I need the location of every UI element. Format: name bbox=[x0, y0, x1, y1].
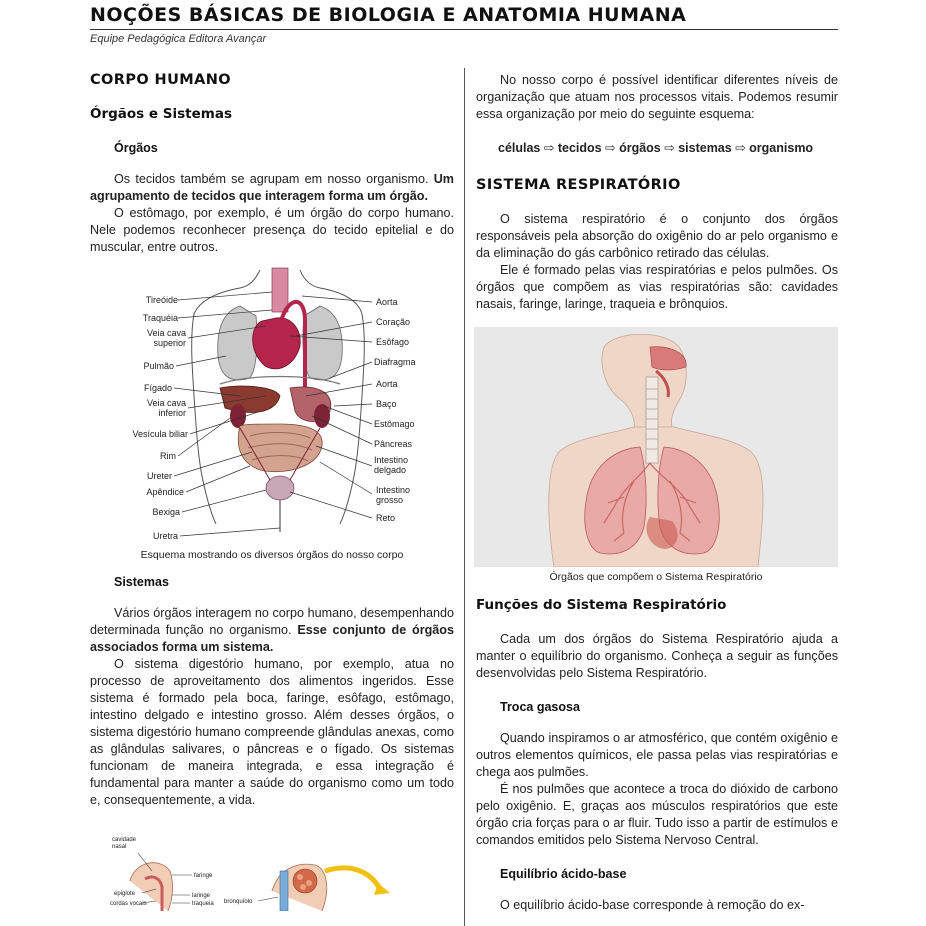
column-divider bbox=[464, 68, 465, 926]
label-ureter: Ureter bbox=[146, 471, 172, 481]
paragraph-tecidos-bold: Um agrupamento de tecidos que interagem forma um órgão. bbox=[90, 172, 454, 203]
heading-equilibrio-acido-base: Equilíbrio ácido-base bbox=[500, 867, 627, 881]
label-bexiga: Bexiga bbox=[152, 507, 180, 517]
label-veia-cava-superior: Veia cava superior bbox=[146, 328, 186, 348]
right-column bbox=[476, 72, 838, 914]
paragraph-estomago: O estômago, por exemplo, é um órgão do corpo humano. Nele podemos reconhecer presença do tecido epitelial e do muscular, entre outros. bbox=[90, 206, 454, 254]
subsection-title-orgaos-sistemas: Órgãos e Sistemas bbox=[90, 106, 232, 122]
figure-caption-organs: Esquema mostrando os diversos órgãos do nosso corpo bbox=[140, 549, 404, 561]
paragraph-sistemas-bold: Esse conjunto de órgãos associados forma um sistema. bbox=[90, 623, 455, 654]
paragraph-digestorio: O sistema digestório humano, por exemplo, atua no processo de aproveitamento dos alimentos ingeridos. Esse sistema é formado pela boca, faringe, esôfago, estômago, intestino delgado e intestino grosso. Além desses órgãos, o sistema digestório humano compreende glândulas anexas, como as glândulas salivares, o pâncreas e o fígado. Os sistemas funcionam de maneira integrada, e essa integração é fundamental para manter a saúde do organismo como um todo e, consequentemente, a vida. bbox=[90, 657, 454, 807]
label-aorta-1: Aorta bbox=[376, 297, 398, 307]
label-bronquiolo: bronquíolo bbox=[224, 899, 253, 905]
respiratory-system-figure bbox=[474, 327, 838, 585]
scheme-orgaos: órgãos bbox=[619, 141, 661, 155]
page-header bbox=[90, 0, 838, 45]
scheme-tecidos: tecidos bbox=[557, 141, 602, 155]
heading-sistemas: Sistemas bbox=[114, 575, 169, 589]
label-figado: Fígado bbox=[143, 383, 172, 393]
label-pancreas: Pâncreas bbox=[374, 439, 413, 449]
label-aorta-2: Aorta bbox=[376, 379, 398, 389]
scheme-arrow-icon: ⇨ bbox=[543, 141, 555, 155]
scheme-arrow-icon: ⇨ bbox=[735, 141, 746, 155]
scheme-arrow-icon: ⇨ bbox=[664, 141, 675, 155]
label-laringe: laringe bbox=[192, 893, 211, 899]
label-baco: Baço bbox=[376, 399, 397, 409]
label-reto: Reto bbox=[376, 513, 396, 523]
paragraph-tecidos-text: Os tecidos também se agrupam em nosso organismo. bbox=[114, 172, 434, 186]
paragraph-niveis-organizacao: No nosso corpo é possível identificar diferentes níveis de organização que atuam nos processos vitais. Podemos resumir essa organização por meio do seguinte esquema: bbox=[476, 73, 838, 121]
paragraph-funcoes: Cada um dos órgãos do Sistema Respiratório ajuda a manter o equilíbrio do organismo. Conheça a seguir as funções desenvolvidas pelo Sistema Respiratório. bbox=[476, 632, 838, 680]
label-coracao: Coração bbox=[376, 317, 411, 327]
figure-caption-respiratory: Órgãos que compõem o Sistema Respiratório bbox=[549, 571, 763, 583]
scheme-organismo: organismo bbox=[749, 141, 814, 155]
paragraph-inspiracao: Quando inspiramos o ar atmosférico, que contém oxigênio e outros elementos químicos, ele passa pelas vias respiratórias e chega aos pulmões. bbox=[476, 731, 838, 779]
label-traqueia-detail: traqueia bbox=[192, 901, 214, 907]
paragraph-sistema-respiratorio: O sistema respiratório é o conjunto dos órgãos responsáveis pela absorção do oxigênio do ar pelo organismo e da eliminação do gás carbônico retirado das células. bbox=[476, 212, 838, 260]
human-organs-figure bbox=[90, 266, 454, 562]
label-veia-cava-inferior: Veia cava inferior bbox=[146, 398, 186, 418]
paragraph-vias-respiratorias: Ele é formado pelas vias respiratórias e pelos pulmões. Os órgãos que compõem as vias respiratórias são: cavidades nasais, faringe, laringe, traqueia e brônquios. bbox=[476, 263, 838, 311]
label-faringe: faringe bbox=[194, 873, 213, 879]
scheme-arrow-icon: ⇨ bbox=[605, 141, 616, 155]
label-rim: Rim bbox=[160, 451, 176, 461]
label-uretra: Uretra bbox=[152, 531, 178, 541]
respiratory-system-illustration bbox=[474, 327, 838, 567]
section-title-sistema-respiratorio: SISTEMA RESPIRATÓRIO bbox=[476, 177, 681, 193]
section-title-corpo-humano: CORPO HUMANO bbox=[90, 72, 231, 88]
paragraph-sistemas-text: Vários órgãos interagem no corpo humano, desempenhando determinada função no organismo. bbox=[90, 606, 454, 637]
label-intestino-delgado: Intestino delgado bbox=[374, 455, 409, 475]
heading-orgaos: Órgãos bbox=[114, 141, 158, 155]
label-pulmao: Pulmão bbox=[143, 361, 174, 371]
label-epiglote: epiglote bbox=[114, 891, 136, 897]
left-column bbox=[90, 64, 454, 911]
label-diafragma: Diafragma bbox=[374, 357, 416, 367]
label-intestino-grosso: Intestino grosso bbox=[376, 485, 411, 505]
paragraph-equilibrio: O equilíbrio ácido-base corresponde à remoção do ex- bbox=[500, 898, 805, 912]
label-esofago: Esôfago bbox=[376, 337, 410, 347]
scheme-sistemas: sistemas bbox=[678, 141, 732, 155]
label-estomago: Estômago bbox=[374, 419, 415, 429]
page-subtitle: Equipe Pedagógica Editora Avançar bbox=[90, 33, 267, 45]
label-vesicula-biliar: Vesícula biliar bbox=[132, 429, 188, 439]
paragraph-sistemas bbox=[90, 605, 454, 656]
label-tireoide: Tireóide bbox=[145, 295, 178, 305]
label-cavidade-nasal: cavidade nasal bbox=[112, 837, 137, 850]
label-apendice: Apêndice bbox=[146, 487, 184, 497]
label-traqueia: Traquéia bbox=[142, 313, 178, 323]
subsection-title-funcoes: Funções do Sistema Respiratório bbox=[476, 597, 727, 613]
label-cordas-vocais: cordas vocais bbox=[110, 901, 147, 907]
paragraph-pulmoes: É nos pulmões que acontece a troca do dióxido de carbono pelo oxigênio. E, graças aos músculos respiratórios que este órgão cria forças para o ar fluir. Tudo isso a partir de estímulos e comandos emitidos pelo Sistema Nervoso Central. bbox=[476, 782, 838, 847]
respiratory-detail-figure bbox=[90, 831, 454, 911]
paragraph-tecidos bbox=[90, 171, 454, 205]
page-title: NOÇÕES BÁSICAS DE BIOLOGIA E ANATOMIA HUMANA bbox=[90, 0, 838, 30]
organization-scheme bbox=[476, 140, 838, 157]
scheme-celulas: células bbox=[498, 141, 541, 155]
heading-troca-gasosa: Troca gasosa bbox=[500, 700, 580, 714]
